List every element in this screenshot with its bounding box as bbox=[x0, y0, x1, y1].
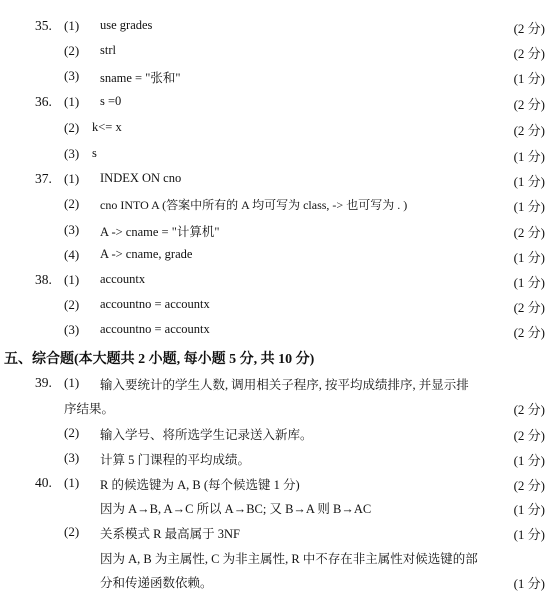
score: (2 分) bbox=[513, 123, 545, 138]
answer-row bbox=[0, 549, 553, 571]
answer-row bbox=[0, 222, 553, 244]
section-detail: (本大题共 2 小题, 每小题 5 分, 共 10 分) bbox=[74, 352, 315, 367]
sub-number: (2) bbox=[64, 524, 80, 539]
answer-row bbox=[0, 68, 553, 90]
answer-text: s bbox=[92, 146, 97, 160]
answer-row bbox=[0, 322, 553, 344]
answer-row bbox=[0, 146, 553, 168]
sub-number: (2) bbox=[64, 196, 80, 211]
answer-text: use grades bbox=[100, 18, 153, 32]
score: (1 分) bbox=[513, 576, 545, 591]
score: (2 分) bbox=[513, 300, 545, 315]
score: (1 分) bbox=[513, 149, 545, 164]
score: (2 分) bbox=[513, 325, 545, 340]
answer-row bbox=[0, 375, 553, 397]
answer-row bbox=[0, 247, 553, 269]
answer-text: k<= x bbox=[92, 120, 122, 134]
answer-text: s =0 bbox=[100, 94, 122, 108]
sub-number: (1) bbox=[64, 18, 80, 33]
answer-row bbox=[0, 450, 553, 472]
answer-row bbox=[0, 475, 553, 497]
score: (2 分) bbox=[513, 478, 545, 493]
sub-number: (1) bbox=[64, 171, 80, 186]
answer-text: A -> cname = "计算机" bbox=[100, 225, 220, 239]
section-title bbox=[4, 348, 314, 368]
answer-text: 序结果。 bbox=[64, 402, 115, 416]
question-number: 38. bbox=[35, 272, 52, 287]
answer-row bbox=[0, 524, 553, 546]
score: (2 分) bbox=[513, 97, 545, 112]
sub-number: (4) bbox=[64, 247, 80, 262]
score: (1 分) bbox=[513, 275, 545, 290]
score: (1 分) bbox=[513, 527, 545, 542]
score: (1 分) bbox=[513, 71, 545, 86]
answer-text: accountno = accountx bbox=[100, 297, 210, 311]
section-title-text: 五、综合题 bbox=[4, 352, 74, 367]
score: (2 分) bbox=[513, 428, 545, 443]
answer-text: A -> cname, grade bbox=[100, 247, 193, 261]
question-number: 36. bbox=[35, 94, 52, 109]
answer-text: 分和传递函数依赖。 bbox=[100, 576, 213, 590]
question-number: 40. bbox=[35, 475, 52, 490]
score: (2 分) bbox=[513, 46, 545, 61]
sub-number: (2) bbox=[64, 297, 80, 312]
answer-row bbox=[0, 297, 553, 319]
score: (2 分) bbox=[513, 21, 545, 36]
sub-number: (2) bbox=[64, 43, 80, 58]
answer-row bbox=[0, 196, 553, 218]
score: (2 分) bbox=[513, 225, 545, 240]
answer-text: 输入学号、将所选学生记录送入新库。 bbox=[100, 428, 313, 442]
answer-row bbox=[0, 43, 553, 65]
answer-text: sname = "张和" bbox=[100, 71, 181, 85]
answer-text: cno INTO A (答案中所有的 A 均可写为 class, -> 也可写为 . ) bbox=[100, 198, 408, 212]
answer-text: accountx bbox=[100, 272, 146, 286]
answer-text: INDEX ON cno bbox=[100, 171, 182, 185]
section-heading bbox=[0, 348, 553, 370]
question-number: 39. bbox=[35, 375, 52, 390]
question-number: 37. bbox=[35, 171, 52, 186]
sub-number: (2) bbox=[64, 425, 80, 440]
sub-number: (1) bbox=[64, 475, 80, 490]
answer-row bbox=[0, 272, 553, 294]
sub-number: (1) bbox=[64, 272, 80, 287]
answer-text: 因为 A, B 为主属性, C 为非主属性, R 中不存在非主属性对候选键的部 bbox=[100, 552, 478, 566]
sub-number: (1) bbox=[64, 375, 80, 390]
score: (1 分) bbox=[513, 199, 545, 214]
answer-row bbox=[0, 499, 553, 521]
answer-text: strl bbox=[100, 43, 116, 57]
answer-text: R 的候选键为 A, B (每个候选键 1 分) bbox=[100, 478, 300, 492]
score: (2 分) bbox=[513, 402, 545, 417]
question-number: 35. bbox=[35, 18, 52, 33]
answer-text: 计算 5 门课程的平均成绩。 bbox=[100, 453, 251, 467]
answer-row bbox=[0, 171, 553, 193]
sub-number: (1) bbox=[64, 94, 80, 109]
answer-row bbox=[0, 94, 553, 116]
answer-text: 关系模式 R 最高属于 3NF bbox=[100, 527, 240, 541]
score: (1 分) bbox=[513, 250, 545, 265]
sub-number: (3) bbox=[64, 68, 80, 83]
answer-row bbox=[0, 120, 553, 142]
answer-row bbox=[0, 573, 553, 595]
answer-text: 因为 A→B, A→C 所以 A→BC; 又 B→A 则 B→AC bbox=[100, 502, 372, 516]
sub-number: (3) bbox=[64, 146, 80, 161]
answer-row bbox=[0, 425, 553, 447]
sub-number: (3) bbox=[64, 222, 80, 237]
answer-text: accountno = accountx bbox=[100, 322, 210, 336]
score: (1 分) bbox=[513, 502, 545, 517]
sub-number: (2) bbox=[64, 120, 80, 135]
answer-row bbox=[0, 18, 553, 40]
sub-number: (3) bbox=[64, 450, 80, 465]
answer-row bbox=[0, 399, 553, 421]
sub-number: (3) bbox=[64, 322, 80, 337]
score: (1 分) bbox=[513, 453, 545, 468]
answer-text: 输入要统计的学生人数, 调用相关子程序, 按平均成绩排序, 并显示排 bbox=[100, 378, 469, 392]
score: (1 分) bbox=[513, 174, 545, 189]
